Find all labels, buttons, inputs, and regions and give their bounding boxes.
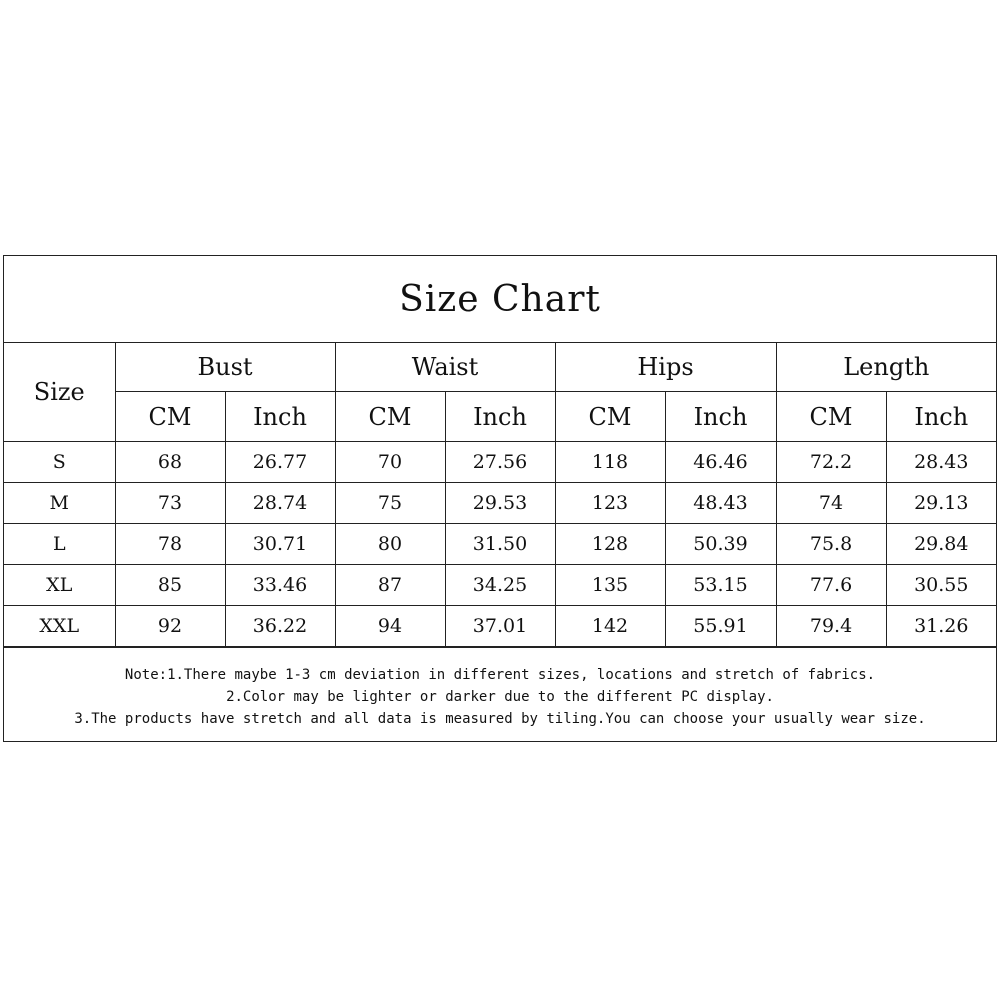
table-cell: 37.01 bbox=[445, 606, 555, 647]
table-cell: 29.84 bbox=[886, 524, 996, 565]
size-cell: S bbox=[4, 442, 115, 483]
size-chart bbox=[3, 255, 997, 742]
table-cell: 48.43 bbox=[665, 483, 776, 524]
table-cell: 75 bbox=[335, 483, 445, 524]
table-cell: 26.77 bbox=[225, 442, 335, 483]
size-cell: XXL bbox=[4, 606, 115, 647]
table-body bbox=[4, 442, 996, 647]
table-cell: 30.71 bbox=[225, 524, 335, 565]
table-cell: 50.39 bbox=[665, 524, 776, 565]
unit-header-cm: CM bbox=[335, 392, 445, 442]
table-cell: 30.55 bbox=[886, 565, 996, 606]
table-cell: 31.50 bbox=[445, 524, 555, 565]
table-cell: 70 bbox=[335, 442, 445, 483]
group-header-waist: Waist bbox=[335, 343, 555, 392]
unit-header-cm: CM bbox=[555, 392, 665, 442]
table-cell: 27.56 bbox=[445, 442, 555, 483]
table-cell: 31.26 bbox=[886, 606, 996, 647]
table-cell: 85 bbox=[115, 565, 225, 606]
group-header-row bbox=[4, 343, 996, 392]
table-cell: 53.15 bbox=[665, 565, 776, 606]
size-cell: L bbox=[4, 524, 115, 565]
unit-header-inch: Inch bbox=[225, 392, 335, 442]
group-header-length: Length bbox=[776, 343, 996, 392]
table-cell: 87 bbox=[335, 565, 445, 606]
table-cell: 128 bbox=[555, 524, 665, 565]
table-cell: 92 bbox=[115, 606, 225, 647]
table-cell: 80 bbox=[335, 524, 445, 565]
table-cell: 77.6 bbox=[776, 565, 886, 606]
table-cell: 142 bbox=[555, 606, 665, 647]
unit-header-inch: Inch bbox=[445, 392, 555, 442]
size-cell: M bbox=[4, 483, 115, 524]
unit-header-cm: CM bbox=[115, 392, 225, 442]
note-line: 2.Color may be lighter or darker due to the different PC display. bbox=[226, 689, 774, 705]
table-cell: 73 bbox=[115, 483, 225, 524]
table-cell: 55.91 bbox=[665, 606, 776, 647]
table-cell: 36.22 bbox=[225, 606, 335, 647]
table-cell: 118 bbox=[555, 442, 665, 483]
table-row bbox=[4, 483, 996, 524]
size-cell: XL bbox=[4, 565, 115, 606]
table-cell: 75.8 bbox=[776, 524, 886, 565]
group-header-hips: Hips bbox=[555, 343, 776, 392]
table-cell: 68 bbox=[115, 442, 225, 483]
table-cell: 46.46 bbox=[665, 442, 776, 483]
table-cell: 94 bbox=[335, 606, 445, 647]
chart-title: Size Chart bbox=[4, 256, 996, 343]
table-cell: 29.13 bbox=[886, 483, 996, 524]
table-cell: 29.53 bbox=[445, 483, 555, 524]
note-line: Note:1.There maybe 1-3 cm deviation in different sizes, locations and stretch of fabrics. bbox=[124, 667, 876, 683]
table-row bbox=[4, 524, 996, 565]
unit-header-inch: Inch bbox=[886, 392, 996, 442]
table-row bbox=[4, 442, 996, 483]
table-cell: 34.25 bbox=[445, 565, 555, 606]
size-column-header: Size bbox=[4, 343, 115, 442]
group-header-bust: Bust bbox=[115, 343, 335, 392]
table-cell: 123 bbox=[555, 483, 665, 524]
table-cell: 79.4 bbox=[776, 606, 886, 647]
unit-header-inch: Inch bbox=[665, 392, 776, 442]
unit-header-cm: CM bbox=[776, 392, 886, 442]
table-cell: 28.43 bbox=[886, 442, 996, 483]
table-cell: 28.74 bbox=[225, 483, 335, 524]
size-table bbox=[4, 343, 996, 647]
table-cell: 135 bbox=[555, 565, 665, 606]
note-line: 3.The products have stretch and all data is measured by tiling.You can choose your usually wear size. bbox=[74, 711, 926, 727]
table-cell: 72.2 bbox=[776, 442, 886, 483]
table-cell: 78 bbox=[115, 524, 225, 565]
table-row bbox=[4, 565, 996, 606]
table-row bbox=[4, 606, 996, 647]
unit-header-row bbox=[4, 392, 996, 442]
table-cell: 33.46 bbox=[225, 565, 335, 606]
table-cell: 74 bbox=[776, 483, 886, 524]
notes bbox=[4, 647, 996, 743]
